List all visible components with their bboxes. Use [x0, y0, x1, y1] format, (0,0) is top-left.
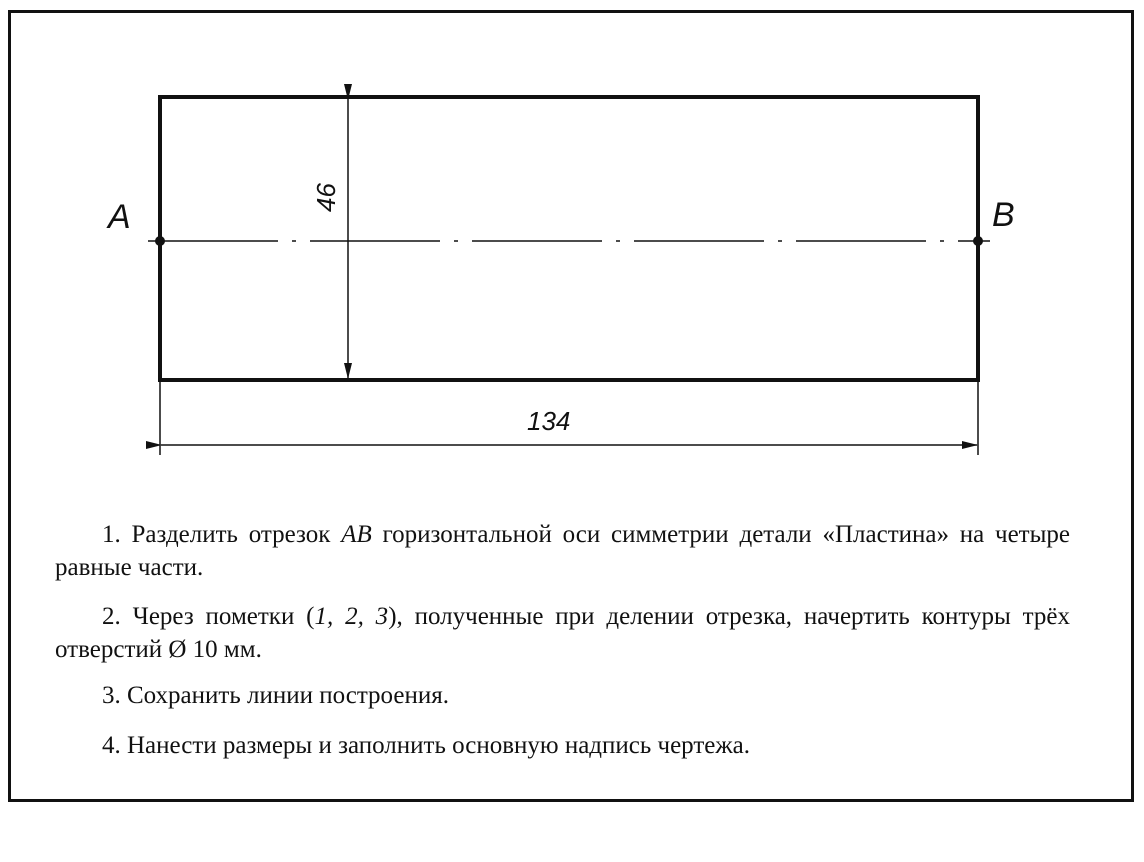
task-1: 1. Разделить отрезок AB горизонтальной оси симметрии детали «Пластина» на четыре равные части.	[55, 521, 1070, 581]
point-a-label: A	[108, 198, 131, 236]
point-b-label: B	[992, 196, 1015, 234]
point-b-marker	[973, 236, 983, 246]
height-dimension-value: 46	[310, 183, 341, 212]
task-2: 2. Через пометки (1, 2, 3), полученные при делении отрезка, начертить контуры трёх отверстий Ø 10 мм.	[55, 603, 1070, 663]
task-4: 4. Нанести размеры и заполнить основную надпись чертежа.	[102, 732, 750, 759]
width-dimension-value: 134	[527, 406, 571, 436]
point-a-marker	[155, 236, 165, 246]
plate-outline	[160, 97, 978, 380]
task-3: 3. Сохранить линии построения.	[102, 682, 449, 709]
